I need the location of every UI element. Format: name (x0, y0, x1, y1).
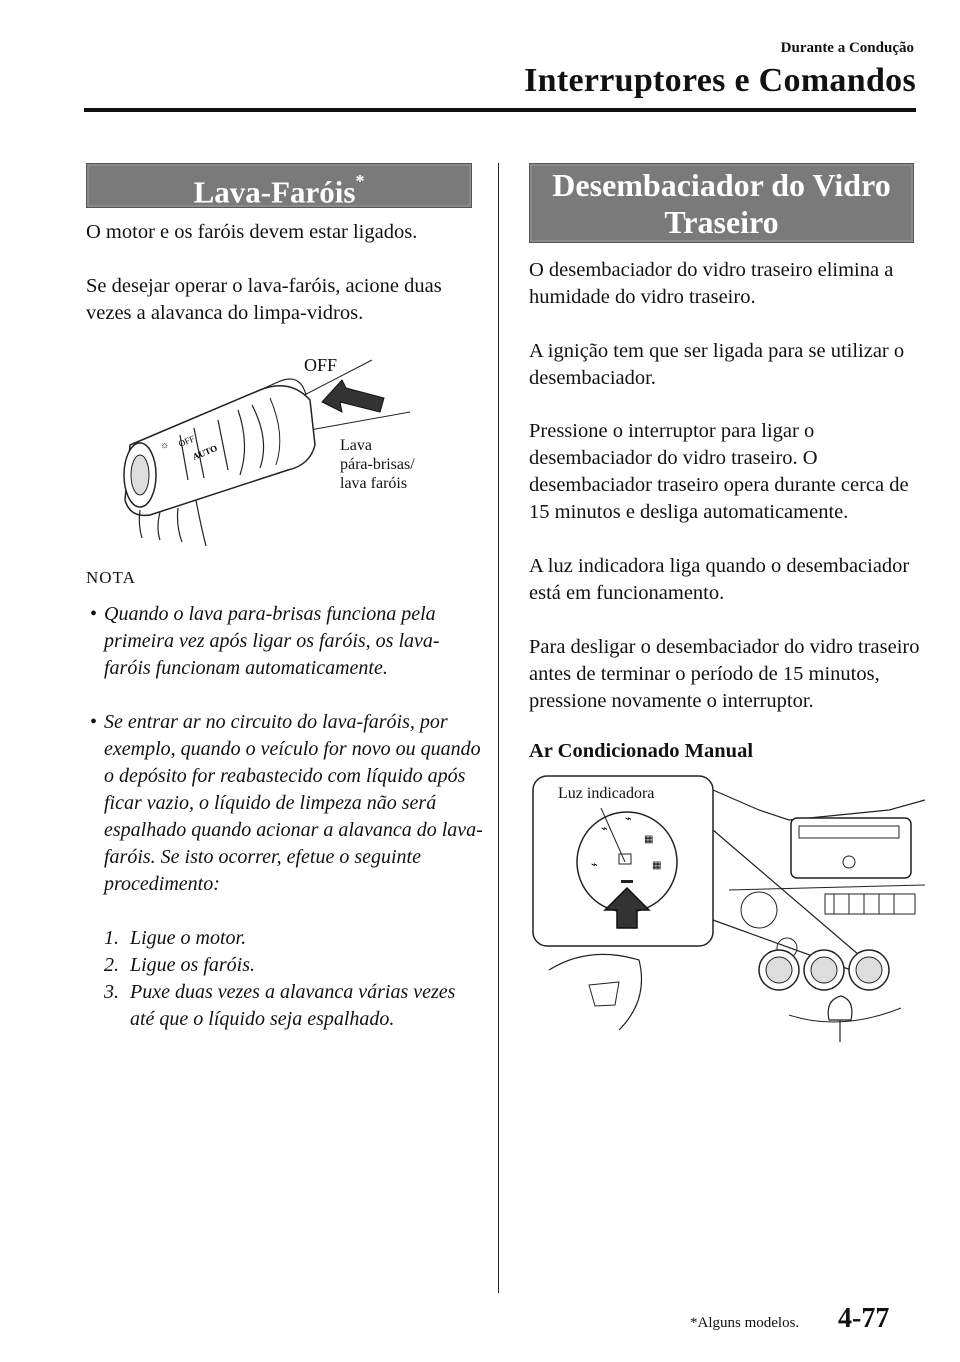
climate-control-figure (529, 770, 929, 1050)
lava-farois-p2: Se desejar operar o lava-faróis, acione duas vezes a alavanca do limpa-vidros. (86, 275, 442, 324)
step-number: 2. (104, 954, 119, 976)
chapter-title: Durante a Condução (780, 40, 914, 56)
nota-bullet-2-text: Se entrar ar no circuito do lava-faróis, por exemplo, quando o veículo for novo ou quando o depósito for reabastecido com líquido após ficar vazio, o líquido de limpeza não será espalhado quando acionar a alavanca do lava-faróis. Se isto ocorrer, efetue o seguinte procedimento: (104, 711, 483, 895)
pull-arrow-icon (322, 380, 384, 412)
ac-manual-subheading: Ar Condicionado Manual (529, 740, 754, 762)
nota-bullet-1-text: Quando o lava para-brisas funciona pela primeira vez após ligar os faróis, os lava-faróis funcionam automaticamente. (104, 603, 440, 679)
desembaciador-title-line1: Desembaciador do Vidro (552, 167, 891, 203)
wiper-stalk-illustration (110, 350, 470, 550)
svg-text:☼: ☼ (160, 440, 170, 451)
label-off: OFF (304, 355, 338, 375)
desembaciador-p2: A ignição tem que ser ligada para se utilizar o desembaciador. (529, 340, 905, 389)
label-washer-1: Lava (340, 437, 372, 454)
nota-title: NOTA (86, 568, 136, 587)
optional-feature-mark: * (355, 171, 365, 191)
section-title: Interruptores e Comandos (524, 62, 916, 99)
desembaciador-p1: O desembaciador do vidro traseiro elimina a humidade do vidro traseiro. (529, 259, 894, 308)
svg-text:⌁: ⌁ (625, 813, 632, 825)
step-text: Puxe duas vezes a alavanca várias vezes até que o líquido seja espalhado. (130, 981, 456, 1030)
lava-farois-title: Lava-Faróis (193, 174, 356, 210)
nota-step-1 (104, 925, 484, 952)
step-text: Ligue os faróis. (130, 954, 256, 976)
desembaciador-heading (529, 163, 914, 243)
bullet-icon: • (90, 711, 98, 733)
step-number: 3. (104, 981, 119, 1003)
step-text: Ligue o motor. (130, 927, 247, 949)
stalk-auto-marking: AUTO (191, 442, 219, 462)
lava-farois-heading (86, 163, 472, 208)
desembaciador-p5: Para desligar o desembaciador do vidro traseiro antes de terminar o período de 15 minutos, pressione novamente o interruptor. (529, 636, 920, 712)
label-indicator-light: Luz indicadora (558, 785, 655, 802)
lava-farois-p1: O motor e os faróis devem estar ligados. (86, 221, 418, 243)
nota-bullet-2 (90, 709, 484, 898)
nota-step-2 (104, 952, 484, 979)
desembaciador-title-line2: Traseiro (664, 204, 779, 240)
label-washer-2: pára-brisas/ (340, 456, 415, 473)
nota-bullet-1 (90, 601, 484, 682)
desembaciador-p4: A luz indicadora liga quando o desembaciador está em funcionamento. (529, 555, 910, 604)
desembaciador-p3: Pressione o interruptor para ligar o desembaciador do vidro traseiro. O desembaciador traseiro opera durante cerca de 15 minutos e desliga automaticamente. (529, 420, 909, 523)
svg-text:⌁: ⌁ (601, 823, 608, 835)
step-number: 1. (104, 927, 119, 949)
column-divider (498, 163, 499, 1293)
stalk-off-marking: OFF (177, 433, 197, 449)
svg-text:▦: ▦ (644, 834, 654, 845)
bullet-icon: • (90, 603, 98, 625)
page-number: 4-77 (838, 1303, 890, 1334)
svg-text:⌁: ⌁ (591, 859, 598, 871)
label-washer-3: lava faróis (340, 475, 408, 492)
svg-text:▦: ▦ (652, 860, 662, 871)
nota-step-3 (104, 979, 480, 1033)
footer-note: *Alguns modelos. (690, 1315, 800, 1331)
wiper-stalk-figure (110, 350, 470, 550)
climate-panel-illustration (529, 770, 929, 1050)
header-rule (84, 108, 916, 112)
